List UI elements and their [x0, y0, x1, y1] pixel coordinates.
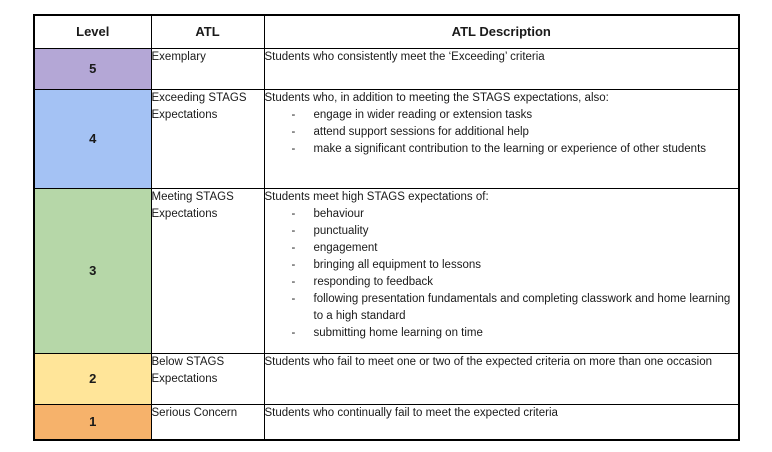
- description-intro: Students who fail to meet one or two of the expected criteria on more than one occasion: [264, 355, 712, 368]
- level-cell-1: 1: [34, 404, 151, 440]
- description-intro: Students who continually fail to meet the expected criteria: [264, 406, 558, 419]
- bullet-text: punctuality: [313, 224, 369, 237]
- bullet-text: engage in wider reading or extension tasks: [313, 108, 533, 121]
- bullet-text: submitting home learning on time: [313, 326, 483, 339]
- bullet-text: behaviour: [313, 207, 365, 220]
- description-cell-3: [264, 188, 739, 353]
- table-row-level-1: [34, 404, 739, 440]
- description-bullet: [292, 141, 739, 158]
- description-bullet: [292, 124, 739, 141]
- atl-cell-4: Exceeding STAGS Expectations: [151, 89, 264, 188]
- bullet-text: engagement: [313, 241, 378, 254]
- bullet-text: bringing all equipment to lessons: [313, 258, 481, 271]
- description-intro: Students meet high STAGS expectations of:: [264, 190, 489, 203]
- atl-levels-table: [33, 14, 740, 441]
- header-level: Level: [34, 15, 151, 48]
- header-atl: ATL: [151, 15, 264, 48]
- table-row-level-5: [34, 48, 739, 89]
- description-bullet: [292, 291, 739, 325]
- bullet-text: make a significant contribution to the learning or experience of other students: [313, 142, 707, 155]
- table-row-level-3: [34, 188, 739, 353]
- level-cell-5: 5: [34, 48, 151, 89]
- description-bullet: [292, 257, 739, 274]
- description-bullet: [292, 325, 739, 342]
- bullet-dash: -: [291, 326, 296, 339]
- description-bullet: [292, 240, 739, 257]
- description-bullet: [292, 206, 739, 223]
- description-cell-4: [264, 89, 739, 188]
- bullet-dash: -: [291, 142, 296, 155]
- bullet-dash: -: [291, 224, 296, 237]
- bullet-dash: -: [291, 108, 296, 121]
- bullet-dash: -: [291, 125, 296, 138]
- bullet-text: attend support sessions for additional help: [313, 125, 529, 138]
- table-row-level-4: [34, 89, 739, 188]
- table-header-row: [34, 15, 739, 48]
- description-cell-2: [264, 353, 739, 404]
- atl-cell-3: Meeting STAGS Expectations: [151, 188, 264, 353]
- bullet-dash: -: [291, 207, 296, 220]
- description-intro: Students who consistently meet the ‘Exceeding’ criteria: [264, 50, 545, 63]
- bullet-dash: -: [291, 275, 296, 288]
- table-body: [34, 48, 739, 440]
- level-cell-2: 2: [34, 353, 151, 404]
- header-atl-description: ATL Description: [264, 15, 739, 48]
- bullet-text: following presentation fundamentals and completing classwork and home learning to a high standard: [313, 292, 731, 322]
- atl-cell-2: Below STAGS Expectations: [151, 353, 264, 404]
- description-bullet: [292, 274, 739, 291]
- description-bullet: [292, 107, 739, 124]
- level-cell-4: 4: [34, 89, 151, 188]
- atl-cell-1: Serious Concern: [151, 404, 264, 440]
- atl-cell-5: Exemplary: [151, 48, 264, 89]
- bullet-dash: -: [291, 292, 296, 305]
- level-cell-3: 3: [34, 188, 151, 353]
- description-cell-5: [264, 48, 739, 89]
- bullet-text: responding to feedback: [313, 275, 434, 288]
- table-row-level-2: [34, 353, 739, 404]
- description-intro: Students who, in addition to meeting the STAGS expectations, also:: [264, 91, 609, 104]
- bullet-dash: -: [291, 258, 296, 271]
- description-bullet: [292, 223, 739, 240]
- description-cell-1: [264, 404, 739, 440]
- bullet-dash: -: [291, 241, 296, 254]
